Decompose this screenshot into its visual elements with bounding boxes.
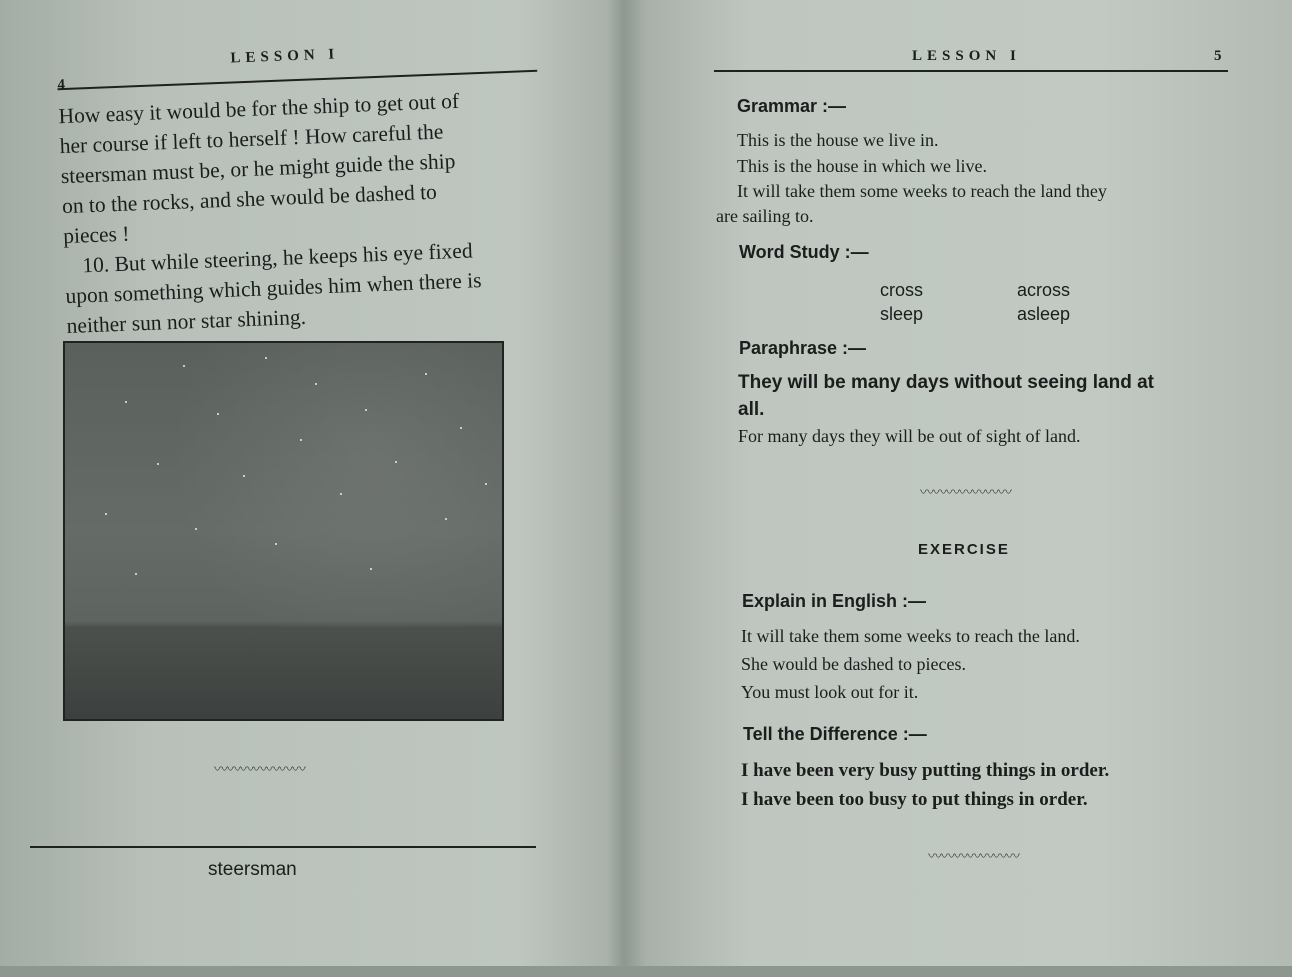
star: [365, 409, 367, 411]
left-line-1: How easy it would be for the ship to get out of: [58, 88, 460, 129]
grammar-heading: Grammar :—: [737, 96, 847, 116]
explain-line-2: She would be dashed to pieces.: [741, 654, 966, 674]
star: [217, 413, 219, 415]
left-line-7: upon something which guides him when there is: [65, 268, 482, 309]
grammar-line-3: It will take them some weeks to reach the land they: [737, 181, 1107, 201]
star: [275, 543, 277, 545]
left-paragraph: [58, 82, 555, 341]
star: [370, 568, 372, 570]
star: [243, 475, 245, 477]
star: [395, 461, 397, 463]
grammar-line-1: This is the house we live in.: [737, 130, 939, 150]
star: [125, 401, 127, 403]
difference-heading: Tell the Difference :—: [743, 724, 927, 744]
left-page-header: LESSON I: [230, 46, 340, 67]
sea-horizon: [65, 629, 502, 719]
difference-line-2: I have been too busy to put things in order.: [741, 789, 1088, 810]
paraphrase-line: For many days they will be out of sight of land.: [738, 426, 1081, 446]
left-page-number: 4: [57, 76, 66, 94]
star: [445, 518, 447, 520]
star: [135, 573, 137, 575]
star: [315, 383, 317, 385]
right-page-number: 5: [1214, 48, 1222, 64]
star: [300, 439, 302, 441]
right-page: [630, 0, 1292, 966]
left-page: [0, 0, 620, 966]
left-line-3: steersman must be, or he might guide the ship: [60, 149, 456, 189]
word-study-heading: Word Study :—: [739, 242, 869, 262]
night-sea-illustration: [63, 341, 504, 721]
right-header-rule: [714, 70, 1228, 72]
left-line-5: pieces !: [62, 221, 130, 249]
footnote-rule: [30, 846, 536, 848]
word-cross: cross: [880, 280, 924, 300]
left-line-6: 10. But while steering, he keeps his eye fixed: [81, 238, 474, 278]
right-page-header: LESSON I: [912, 48, 1021, 64]
word-across: across: [1017, 280, 1071, 300]
star: [460, 427, 462, 429]
star: [157, 463, 159, 465]
word-sleep: sleep: [880, 304, 924, 324]
star: [340, 493, 342, 495]
paraphrase-bold-line-2: all.: [738, 399, 765, 420]
star: [425, 373, 427, 375]
left-line-4: on to the rocks, and she would be dashed to: [61, 179, 438, 219]
left-line-8: neither sun nor star shining.: [66, 304, 307, 339]
paraphrase-bold-line-1: They will be many days without seeing land at: [738, 372, 1154, 393]
right-ornament-2: 〰〰〰〰〰〰〰: [928, 849, 1019, 865]
explain-heading: Explain in English :—: [742, 591, 927, 611]
paraphrase-heading: Paraphrase :—: [739, 338, 867, 358]
exercise-title: EXERCISE: [918, 541, 1010, 558]
right-ornament-1: 〰〰〰〰〰〰〰: [920, 485, 1011, 501]
star: [485, 483, 487, 485]
difference-line-1: I have been very busy putting things in order.: [741, 760, 1110, 781]
word-asleep: asleep: [1017, 304, 1071, 324]
footnote-word: steersman: [208, 859, 297, 880]
grammar-line-4: are sailing to.: [716, 206, 814, 226]
star: [265, 357, 267, 359]
explain-line-3: You must look out for it.: [741, 682, 919, 702]
grammar-line-2: This is the house in which we live.: [737, 156, 987, 176]
left-line-2: her course if left to herself ! How careful the: [59, 119, 444, 159]
star: [183, 365, 185, 367]
explain-line-1: It will take them some weeks to reach the land.: [741, 626, 1080, 646]
left-ornament: 〰〰〰〰〰〰〰: [214, 762, 305, 778]
star: [195, 528, 197, 530]
star: [105, 513, 107, 515]
